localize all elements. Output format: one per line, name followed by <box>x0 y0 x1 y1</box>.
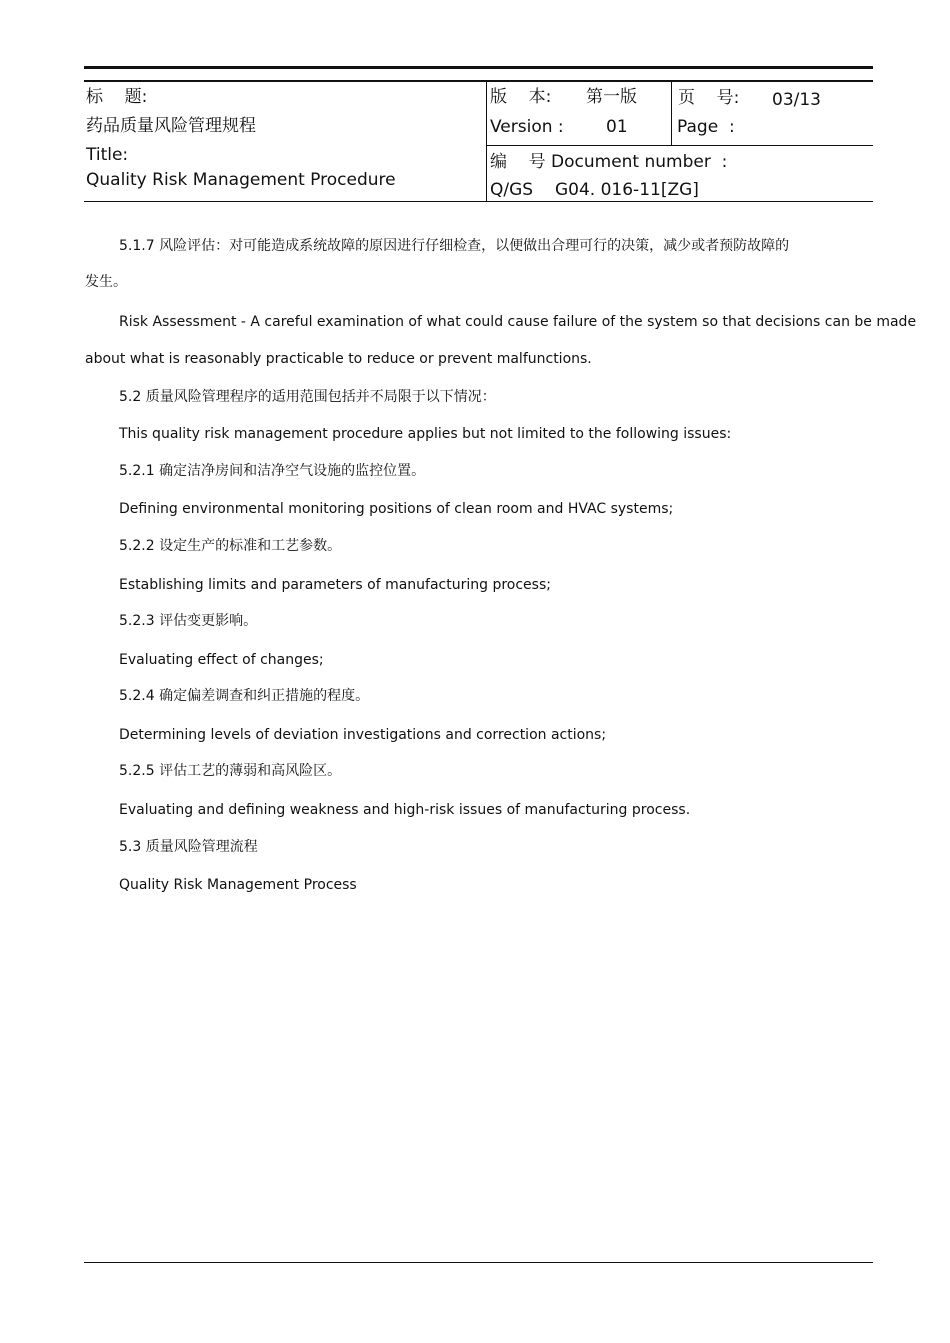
header-divider <box>486 145 873 146</box>
section-5-1-7-en-cont: about what is reasonably practicable to reduce or prevent malfunctions. <box>85 351 592 367</box>
section-5-1-7-cn-cont: 发生。 <box>85 274 127 290</box>
section-5-2-2-cn: 5.2.2 设定生产的标准和工艺参数。 <box>119 538 342 554</box>
version-label-en: Version : <box>490 117 564 137</box>
title-label-en: Title: <box>86 145 129 165</box>
section-5-2-cn: 5.2 质量风险管理程序的适用范围包括并不局限于以下情况： <box>119 389 496 405</box>
section-5-2-3-cn: 5.2.3 评估变更影响。 <box>119 613 258 629</box>
section-5-3-en: Quality Risk Management Process <box>119 877 357 893</box>
document-number-value: G04. 016-11[ZG] <box>555 180 699 200</box>
version-value: 01 <box>606 117 628 137</box>
section-5-1-7-cn: 5.1.7 风险评估：对可能造成系统故障的原因进行仔细检查，以便做出合理可行的决策，减少或者预防故障的 <box>119 238 790 254</box>
page-label-en: Page : <box>677 117 735 137</box>
section-5-2-5-en: Evaluating and defining weakness and high-risk issues of manufacturing process. <box>119 802 691 818</box>
section-5-2-en: This quality risk management procedure applies but not limited to the following issues: <box>119 426 732 442</box>
section-5-2-3-en: Evaluating effect of changes; <box>119 652 324 668</box>
document-number-prefix: Q/GS <box>490 180 534 200</box>
document-header-table <box>84 80 873 202</box>
section-5-2-1-cn: 5.2.1 确定洁净房间和洁净空气设施的监控位置。 <box>119 463 426 479</box>
page-label-cn: 页 号: <box>678 88 740 108</box>
bottom-rule <box>84 1262 873 1263</box>
section-5-1-7-en: Risk Assessment - A careful examination of what could cause failure of the system so that decisions can be made <box>119 314 917 330</box>
top-rule <box>84 66 873 69</box>
version-label-cn: 版 本: <box>490 87 552 107</box>
section-5-2-4-en: Determining levels of deviation investigations and correction actions; <box>119 727 607 743</box>
version-value-cn: 第一版 <box>586 87 637 107</box>
section-5-2-2-en: Establishing limits and parameters of manufacturing process; <box>119 577 551 593</box>
title-en: Quality Risk Management Procedure <box>86 170 396 190</box>
header-divider <box>486 82 487 201</box>
page-value: 03/13 <box>772 90 821 110</box>
title-label-cn: 标 题: <box>86 87 148 107</box>
section-5-2-1-en: Defining environmental monitoring positions of clean room and HVAC systems; <box>119 501 674 517</box>
section-5-2-5-cn: 5.2.5 评估工艺的薄弱和高风险区。 <box>119 763 342 779</box>
header-divider <box>671 82 672 145</box>
section-5-2-4-cn: 5.2.4 确定偏差调查和纠正措施的程度。 <box>119 688 370 704</box>
section-5-3-cn: 5.3 质量风险管理流程 <box>119 839 258 855</box>
title-cn: 药品质量风险管理规程 <box>86 116 256 136</box>
document-number-label: 编 号 Document number : <box>490 152 728 172</box>
